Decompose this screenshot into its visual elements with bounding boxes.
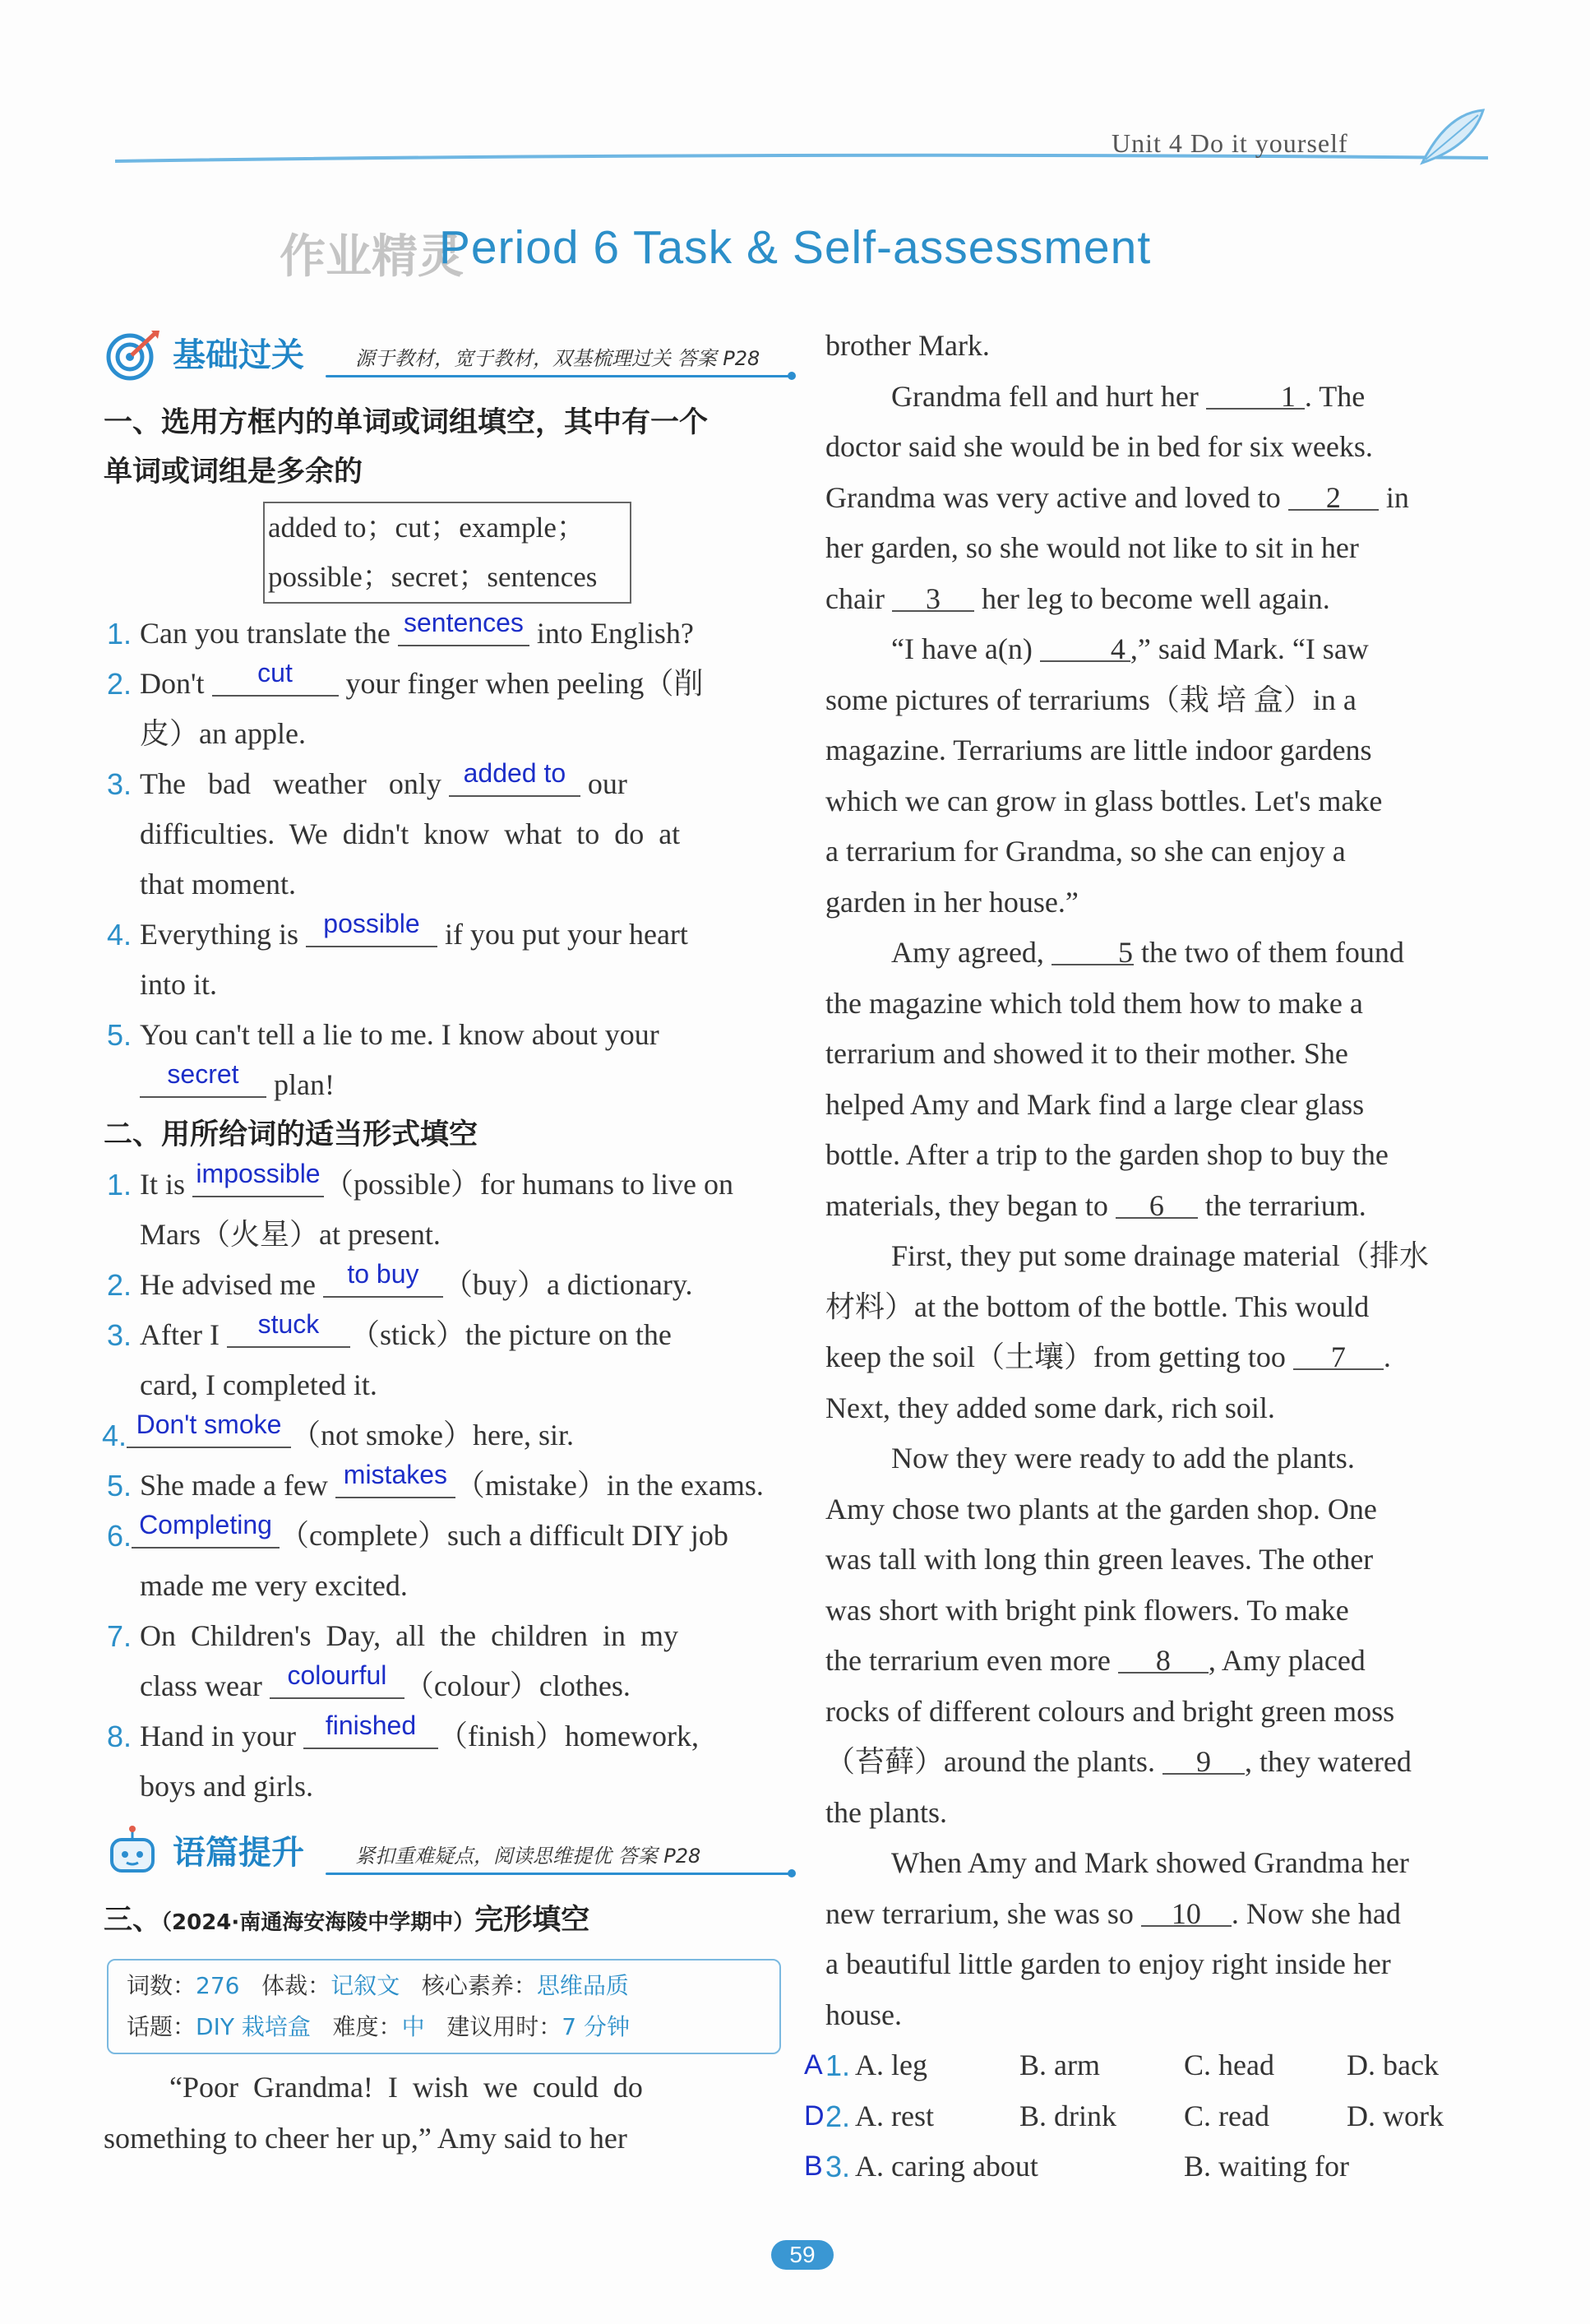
answer-mark: B bbox=[804, 2150, 823, 2182]
question-text: （complete）such a difficult DIY job bbox=[280, 1519, 728, 1552]
part3-heading bbox=[104, 1896, 793, 1947]
answer-blank[interactable] bbox=[306, 910, 437, 947]
answer-blank[interactable] bbox=[449, 759, 580, 797]
passage-line: terrarium and showed it to their mother. She bbox=[825, 1037, 1348, 1070]
passage-line: the plants. bbox=[825, 1795, 947, 1829]
part2-question-6 bbox=[104, 1511, 793, 1611]
answer-text: to buy bbox=[347, 1259, 419, 1289]
passage-start bbox=[104, 2062, 793, 2164]
passage-line: brother Mark. bbox=[825, 329, 990, 362]
banner-subtitle: 源于教材，宽于教材，双基梳理过关 答案 P28 bbox=[355, 347, 760, 370]
genre-value: 记叙文 bbox=[330, 1972, 400, 1999]
answer-text: added to bbox=[463, 758, 566, 788]
question-text: He advised me bbox=[140, 1268, 323, 1301]
info-row-1 bbox=[127, 1965, 761, 2007]
time-value: 7 分钟 bbox=[562, 2013, 631, 2040]
watermark-top: 作业精灵 bbox=[280, 230, 464, 284]
words-value: 276 bbox=[196, 1972, 240, 1999]
passage-line: a terrarium for Grandma, so she can enjoy a bbox=[825, 835, 1346, 868]
part3-prefix: 三、 bbox=[104, 1904, 162, 1937]
answer-blank[interactable] bbox=[132, 1511, 280, 1549]
blank-8[interactable] bbox=[1118, 1636, 1209, 1677]
answer-text: possible bbox=[323, 909, 420, 938]
question-text: You can't tell a lie to me. I know about your bbox=[140, 1018, 659, 1051]
answer-text: finished bbox=[325, 1711, 417, 1740]
passage-line: 材料）at the bottom of the bottle. This would bbox=[825, 1289, 1370, 1323]
blank-number: 3 bbox=[925, 581, 941, 615]
blank-7[interactable] bbox=[1293, 1332, 1384, 1373]
passage-line: new terrarium, she was so 10 . Now she had bbox=[825, 1889, 1509, 1940]
passage-line: magazine. Terrariums are little indoor gardens bbox=[825, 734, 1372, 766]
part1-question-5 bbox=[104, 1010, 793, 1110]
question-text: if you put your heart bbox=[437, 918, 688, 951]
passage-line: was short with bright pink flowers. To make bbox=[825, 1593, 1349, 1627]
page-title: Period 6 Task & Self-assessment bbox=[438, 221, 1152, 274]
option-c[interactable]: C. head bbox=[1184, 2049, 1274, 2081]
passage-line: Next, they added some dark, rich soil. bbox=[825, 1391, 1275, 1424]
passage-line: the terrarium even more 8 , Amy placed bbox=[825, 1636, 1509, 1687]
question-text: （colour）clothes. bbox=[404, 1669, 631, 1702]
option-a[interactable]: A. rest bbox=[855, 2099, 934, 2132]
word-box bbox=[263, 502, 631, 604]
option-d[interactable]: D. work bbox=[1347, 2099, 1444, 2132]
question-text: 皮）an apple. bbox=[140, 717, 306, 750]
question-text: that moment. bbox=[140, 868, 296, 900]
answer-text: impossible bbox=[196, 1159, 321, 1188]
passage-line: materials, they began to 6 the terrarium. bbox=[825, 1181, 1509, 1232]
question-text: Don't bbox=[140, 667, 212, 700]
option-c[interactable]: C. read bbox=[1184, 2099, 1269, 2132]
question-text: （possible）for humans to live on bbox=[324, 1168, 733, 1201]
answer-blank[interactable] bbox=[212, 659, 339, 697]
answer-text: colourful bbox=[287, 1660, 387, 1690]
option-number: 1. bbox=[825, 2049, 851, 2082]
info-row-2 bbox=[127, 2007, 761, 2048]
left-column bbox=[104, 324, 793, 2164]
blank-4[interactable] bbox=[1040, 624, 1130, 665]
question-number: 5. bbox=[107, 1469, 132, 1502]
banner-title: 语篇提升 bbox=[173, 1834, 304, 1872]
option-a[interactable]: A. leg bbox=[855, 2049, 927, 2081]
blank-number: 9 bbox=[1195, 1745, 1211, 1778]
answer-blank[interactable] bbox=[140, 1060, 266, 1098]
part2-question-7 bbox=[104, 1611, 793, 1711]
blank-number: 7 bbox=[1330, 1340, 1346, 1373]
passage-line: Amy agreed, 5 the two of them found bbox=[825, 928, 1509, 979]
answer-text: Don't smoke bbox=[136, 1410, 282, 1439]
answer-text: secret bbox=[167, 1059, 239, 1089]
word-box-line1: added to；cut；example； bbox=[268, 512, 585, 544]
question-text: The bad weather only bbox=[140, 767, 449, 800]
right-column bbox=[804, 321, 1509, 2192]
question-number: 2. bbox=[107, 667, 132, 701]
option-b[interactable]: B. waiting for bbox=[1184, 2150, 1349, 2183]
part2-question-8 bbox=[104, 1711, 793, 1812]
passage-line: which we can grow in glass bottles. Let's make bbox=[825, 784, 1383, 817]
difficulty-value: 中 bbox=[401, 2013, 425, 2040]
passage-line: “Poor Grandma! I wish we could do bbox=[169, 2071, 643, 2104]
answer-blank[interactable] bbox=[270, 1661, 404, 1699]
option-number: 2. bbox=[825, 2099, 851, 2133]
part1-heading bbox=[104, 398, 793, 497]
question-text: card, I completed it. bbox=[140, 1368, 377, 1401]
passage-line: helped Amy and Mark find a large clear glass bbox=[825, 1087, 1365, 1121]
question-text: into English? bbox=[529, 617, 694, 650]
answer-blank[interactable] bbox=[323, 1260, 443, 1298]
option-b[interactable]: B. drink bbox=[1019, 2099, 1117, 2132]
option-row-3 bbox=[804, 2141, 1509, 2192]
passage-line: chair 3 her leg to become well again. bbox=[825, 574, 1509, 625]
question-text: （buy）a dictionary. bbox=[442, 1268, 693, 1301]
word-box-line2: possible；secret；sentences bbox=[268, 561, 598, 593]
question-number: 1. bbox=[107, 617, 132, 650]
question-text: （stick）the picture on the bbox=[349, 1318, 672, 1351]
answer-blank[interactable] bbox=[127, 1410, 291, 1448]
answer-blank[interactable] bbox=[303, 1711, 438, 1749]
literacy-label: 核心素养： bbox=[421, 1972, 537, 1999]
words-label: 词数： bbox=[127, 1972, 196, 1999]
passage-paragraph: Grandma fell and hurt her 1 . The bbox=[825, 372, 1509, 423]
passage-line: doctor said she would be in bed for six weeks. bbox=[825, 430, 1373, 463]
question-text: Mars（火星）at present. bbox=[140, 1218, 441, 1251]
question-number: 3. bbox=[107, 1318, 132, 1352]
part1-heading-line1: 一、选用方框内的单词或词组填空，其中有一个 bbox=[104, 406, 709, 439]
part2-question-1 bbox=[104, 1160, 793, 1260]
question-number: 6. bbox=[107, 1519, 132, 1553]
blank-9[interactable] bbox=[1162, 1737, 1245, 1778]
blank-number: 10 bbox=[1171, 1896, 1201, 1930]
question-number: 7. bbox=[107, 1619, 132, 1653]
answer-text: mistakes bbox=[343, 1460, 448, 1489]
passage-continued bbox=[825, 321, 1509, 2040]
question-text: made me very excited. bbox=[140, 1569, 408, 1602]
passage-line: First, they put some drainage material（排水 bbox=[891, 1239, 1429, 1272]
reading-section-banner bbox=[104, 1822, 793, 1879]
passage-line: the magazine which told them how to make a bbox=[825, 986, 1363, 1020]
basic-section-banner bbox=[104, 324, 793, 382]
question-number: 1. bbox=[107, 1168, 132, 1201]
blank-number: 1 bbox=[1280, 379, 1296, 413]
part1-question-2 bbox=[104, 659, 793, 759]
banner-title: 基础过关 bbox=[173, 336, 304, 374]
passage-line: something to cheer her up,” Amy said to her bbox=[104, 2121, 627, 2155]
question-number: 5. bbox=[107, 1018, 132, 1052]
blank-10[interactable] bbox=[1141, 1889, 1232, 1930]
passage-line: Amy chose two plants at the garden shop. One bbox=[825, 1492, 1377, 1525]
answer-mark: D bbox=[804, 2099, 825, 2132]
passage-line: house. bbox=[825, 1998, 902, 2031]
leaf-decoration-icon bbox=[1414, 105, 1490, 171]
question-number: 4. bbox=[107, 918, 132, 951]
question-number: 3. bbox=[107, 767, 132, 801]
question-text: On Children's Day, all the children in my bbox=[140, 1619, 679, 1652]
genre-label: 体裁： bbox=[261, 1972, 331, 1999]
passage-line: （苔藓）around the plants. 9 , they watered bbox=[825, 1737, 1509, 1788]
passage-line: some pictures of terrariums（栽 培 盒）in a bbox=[825, 683, 1357, 716]
question-text: （not smoke）here, sir. bbox=[291, 1419, 574, 1451]
option-number: 3. bbox=[825, 2150, 851, 2183]
question-text: Can you translate the bbox=[140, 617, 398, 650]
banner-subtitle: 紧扣重难疑点，阅读思维提优 答案 P28 bbox=[355, 1845, 701, 1868]
topic-label: 话题： bbox=[127, 2013, 196, 2040]
question-text: difficulties. We didn't know what to do at bbox=[140, 817, 681, 850]
option-row-2 bbox=[804, 2091, 1509, 2142]
question-text: （mistake）in the exams. bbox=[455, 1469, 764, 1502]
part1-question-1 bbox=[104, 609, 793, 659]
target-icon bbox=[104, 327, 163, 382]
blank-number: 8 bbox=[1155, 1644, 1171, 1677]
question-text: into it. bbox=[140, 968, 218, 1001]
passage-line: keep the soil（土壤）from getting too 7 . bbox=[825, 1332, 1509, 1383]
part1-question-3 bbox=[104, 759, 793, 910]
answer-text: stuck bbox=[257, 1309, 320, 1339]
answer-blank[interactable] bbox=[192, 1160, 324, 1197]
part3-source: （2024·南通海安海陵中学期中） bbox=[161, 1910, 475, 1935]
part1-question-4 bbox=[104, 910, 793, 1010]
answer-blank[interactable] bbox=[335, 1461, 455, 1498]
question-text: class wear bbox=[140, 1669, 270, 1702]
banner-rule bbox=[326, 1873, 793, 1875]
question-text: （finish）homework, bbox=[437, 1720, 699, 1752]
part2-heading: 二、用所给词的适当形式填空 bbox=[104, 1118, 478, 1151]
question-number: 4. bbox=[102, 1419, 127, 1452]
part2-question-3 bbox=[104, 1310, 793, 1410]
blank-2[interactable] bbox=[1288, 473, 1379, 514]
answer-text: sentences bbox=[403, 608, 524, 637]
blank-number: 5 bbox=[1117, 936, 1133, 969]
blank-1[interactable] bbox=[1206, 372, 1305, 413]
question-text: plan! bbox=[266, 1068, 335, 1101]
question-text: After I bbox=[140, 1318, 227, 1351]
difficulty-label: 难度： bbox=[332, 2013, 402, 2040]
page-number-badge: 59 bbox=[771, 2240, 834, 2270]
robot-icon bbox=[104, 1825, 163, 1879]
passage-line: was tall with long thin green leaves. The other bbox=[825, 1543, 1374, 1576]
time-label: 建议用时： bbox=[446, 2013, 562, 2040]
blank-3[interactable] bbox=[892, 574, 974, 615]
question-text: our bbox=[580, 767, 627, 800]
option-d[interactable]: D. back bbox=[1347, 2049, 1439, 2081]
part2-question-4 bbox=[104, 1410, 793, 1461]
passage-line: a beautiful little garden to enjoy right inside her bbox=[825, 1947, 1391, 1980]
blank-5[interactable] bbox=[1052, 928, 1134, 969]
passage-text: Grandma fell and hurt her bbox=[891, 379, 1206, 413]
blank-number: 2 bbox=[1325, 480, 1341, 514]
option-row-1 bbox=[804, 2040, 1509, 2091]
reading-info-box bbox=[107, 1959, 781, 2054]
answer-blank[interactable] bbox=[227, 1310, 350, 1348]
question-text: It is bbox=[140, 1168, 193, 1201]
passage-line: “I have a(n) 4 ,” said Mark. “I saw bbox=[825, 624, 1509, 675]
part1-heading-line2: 单词或词组是多余的 bbox=[104, 456, 363, 488]
passage-line: garden in her house.” bbox=[825, 885, 1079, 919]
answer-text: Completing bbox=[139, 1510, 272, 1539]
passage-line: rocks of different colours and bright green moss bbox=[825, 1694, 1395, 1728]
question-text: Hand in your bbox=[140, 1720, 303, 1752]
passage-line: Grandma was very active and loved to 2 in bbox=[825, 473, 1509, 524]
answer-text: cut bbox=[257, 658, 293, 687]
topic-value: DIY 栽培盒 bbox=[196, 2013, 311, 2040]
part2-question-5 bbox=[104, 1461, 793, 1511]
passage-line: bottle. After a trip to the garden shop to buy the bbox=[825, 1138, 1389, 1171]
part3-title: 完形填空 bbox=[474, 1904, 590, 1937]
option-b[interactable]: B. arm bbox=[1019, 2049, 1100, 2081]
unit-label: Unit 4 Do it yourself bbox=[1112, 128, 1348, 158]
answer-mark: A bbox=[804, 2049, 823, 2081]
blank-number: 6 bbox=[1149, 1188, 1164, 1222]
literacy-value: 思维品质 bbox=[536, 1972, 629, 1999]
banner-rule bbox=[326, 375, 793, 377]
blank-6[interactable] bbox=[1116, 1181, 1198, 1222]
answer-blank[interactable] bbox=[398, 609, 529, 646]
passage-line: Now they were ready to add the plants. bbox=[891, 1442, 1355, 1474]
question-number: 8. bbox=[107, 1720, 132, 1753]
blank-number: 4 bbox=[1110, 632, 1125, 665]
question-text: She made a few bbox=[140, 1469, 335, 1502]
passage-line: When Amy and Mark showed Grandma her bbox=[891, 1846, 1409, 1879]
question-text: your finger when peeling（削 bbox=[338, 667, 704, 700]
question-number: 2. bbox=[107, 1268, 132, 1302]
option-a[interactable]: A. caring about bbox=[855, 2150, 1038, 2183]
passage-line: her garden, so she would not like to sit in her bbox=[825, 531, 1359, 564]
question-text: Everything is bbox=[140, 918, 306, 951]
part2-question-2 bbox=[104, 1260, 793, 1310]
question-text: boys and girls. bbox=[140, 1770, 313, 1803]
